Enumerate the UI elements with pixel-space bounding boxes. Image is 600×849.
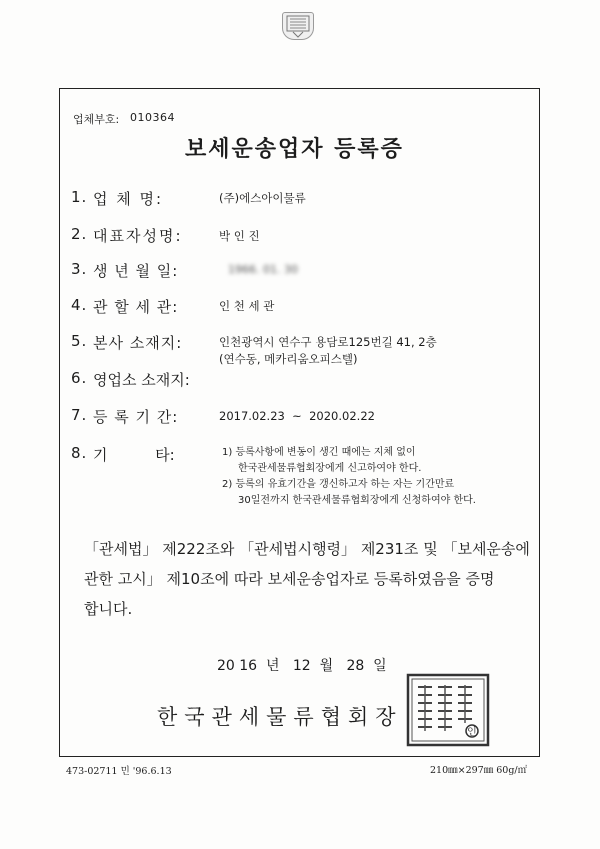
field-number: 7. [71, 406, 88, 424]
field-value-representative: 박 인 진 [219, 229, 260, 243]
certification-text [84, 534, 532, 624]
note-2-line1: 2) 등록의 유효기간을 갱신하고자 하는 자는 기간만료 [222, 479, 455, 490]
field-label-company-name: 업 체 명: [93, 190, 164, 208]
field-number: 5. [71, 332, 88, 350]
note-1-line1: 1) 등록사항에 변동이 생긴 때에는 지체 없이 [222, 447, 416, 458]
field-label-branch-office: 영업소 소재지: [93, 371, 190, 389]
field-value-address-line1: 인천광역시 연수구 용담로125번길 41, 2층 [219, 335, 437, 349]
field-value-birthdate: 1966. 01. 30 [228, 263, 298, 276]
issue-date: 20 16 년 12 월 28 일 [217, 658, 387, 674]
registration-number-label: 업체부호: [73, 113, 120, 126]
field-number: 3. [71, 260, 88, 278]
registration-number-value: 010364 [130, 111, 175, 124]
field-number: 1. [71, 188, 88, 206]
field-number: 4. [71, 296, 88, 314]
official-seal-icon [406, 673, 490, 747]
field-label-registration-period: 등 록 기 간: [93, 408, 179, 426]
certification-line: 합니다. [84, 600, 133, 618]
field-label-head-office-address: 본사 소재지: [93, 334, 183, 352]
page-title: 보세운송업자 등록증 [185, 137, 404, 162]
certification-line: 「관세법」 제222조와 「관세법시행령」 제231조 및 「보세운송에 [84, 540, 530, 558]
field-label-others: 기 타: [93, 446, 175, 464]
field-number: 2. [71, 225, 88, 243]
field-number: 8. [71, 444, 88, 462]
footer-paper-spec: 210㎜×297㎜ 60g/㎡ [430, 765, 528, 776]
note-1-line2: 한국관세물류협회장에게 신고하여야 한다. [238, 463, 422, 474]
field-label-birthdate: 생 년 월 일: [93, 262, 179, 280]
field-number: 6. [71, 369, 88, 387]
field-value-address-line2: (연수동, 메카리움오피스텔) [219, 352, 358, 366]
field-value-registration-period: 2017.02.23 ~ 2020.02.22 [219, 409, 375, 423]
field-value-customs-office: 인 천 세 관 [219, 299, 275, 313]
note-2-line2: 30일전까지 한국관세물류협회장에게 신청하여야 한다. [238, 495, 476, 506]
issuer-name: 한국관세물류협회장 [157, 705, 403, 729]
certification-line: 관한 고시」 제10조에 따라 보세운송업자로 등록하였음을 증명 [84, 570, 495, 588]
footer-form-code: 473-02711 민 '96.6.13 [66, 766, 172, 777]
field-value-company-name: (주)에스아이물류 [219, 191, 306, 205]
top-emblem-icon [282, 12, 314, 40]
seal-character: 인 [467, 727, 477, 738]
field-label-representative: 대표자성명: [93, 227, 183, 245]
field-label-customs-office: 관 할 세 관: [93, 298, 179, 316]
